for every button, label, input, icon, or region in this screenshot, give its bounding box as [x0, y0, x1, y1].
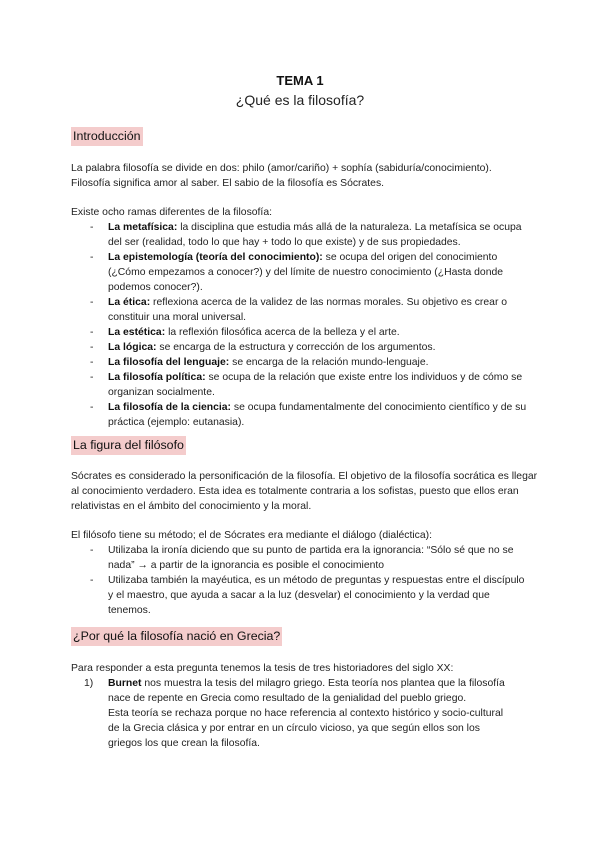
branch-text: se encarga de la relación mundo-lenguaje. [229, 357, 429, 368]
branch-term: La ética: [108, 297, 151, 308]
list-number: 1) [84, 678, 94, 689]
branches-intro: Existe ocho ramas diferentes de la filosofía: [71, 207, 272, 218]
branch-term: La filosofía del lenguaje: [108, 357, 230, 368]
dash-bullet: - [90, 372, 94, 383]
intro-line-2: Filosofía significa amor al saber. El sabio de la filosofía es Sócrates. [71, 178, 385, 189]
list-item [71, 676, 511, 751]
dash-bullet: - [90, 327, 94, 338]
historian-rejection: Esta teoría se rechaza porque no hace referencia al contexto histórico y socio-cultural de la Grecia clásica y por entrar en un círculo vicioso, ya que según ellos son los griegos los que crean la filosofía. [108, 708, 504, 749]
list-item [71, 573, 531, 618]
section-heading-intro: Introducción [71, 127, 143, 146]
branch-text: se ocupa de la relación que existe entre los individuos y de cómo se organizan socialmente. [108, 372, 523, 398]
dash-bullet: - [90, 545, 94, 556]
dash-bullet: - [90, 252, 94, 263]
dash-bullet: - [90, 357, 94, 368]
dash-bullet: - [90, 402, 94, 413]
dash-bullet: - [90, 297, 94, 308]
list-item [71, 220, 531, 250]
list-item [71, 340, 531, 355]
dash-bullet: - [90, 575, 94, 586]
intro-line-1: La palabra filosofía se divide en dos: philo (amor/cariño) + sophía (sabiduría/conocimiento). [71, 163, 492, 174]
greece-paragraph: Para responder a esta pregunta tenemos la tesis de tres historiadores del siglo XX: [71, 663, 454, 674]
list-item [71, 295, 531, 325]
branch-text: se encarga de la estructura y corrección de los argumentos. [156, 342, 436, 353]
dash-bullet: - [90, 222, 94, 233]
list-item [71, 370, 531, 400]
intro-paragraph [71, 161, 541, 191]
list-item [71, 400, 531, 430]
branch-text: la reflexión filosófica acerca de la belleza y el arte. [165, 327, 400, 338]
historians-list [71, 676, 511, 751]
branch-term: La estética: [108, 327, 166, 338]
dash-bullet: - [90, 342, 94, 353]
list-item [71, 543, 531, 573]
list-item [71, 355, 531, 370]
branch-term: La filosofía de la ciencia: [108, 402, 231, 413]
list-item [71, 325, 531, 340]
branch-text: reflexiona acerca de la validez de las normas morales. Su objetivo es crear o constituir una moral universal. [108, 297, 508, 323]
figure-paragraph-1: Sócrates es considerado la personificación de la filosofía. El objetivo de la filosofía socrática es llegar al conocimiento verdadero. Esta idea es totalmente contraria a los sofistas, puesto que ellos eran relativistas en el ámbito del conocimiento y la moral. [71, 471, 538, 512]
page-title: TEMA 1 [276, 73, 324, 88]
historian-name: Burnet [108, 678, 142, 689]
method-list [71, 543, 531, 618]
method-text: Utilizaba también la mayéutica, es un método de preguntas y respuestas entre el discípulo y el maestro, que ayuda a sacar a la luz (desvelar) el conocimiento y la verdad que tenemos. [108, 575, 525, 616]
branch-term: La epistemología (teoría del conocimiento): [108, 252, 323, 263]
branch-term: La lógica: [108, 342, 157, 353]
branch-term: La filosofía política: [108, 372, 206, 383]
figure-paragraph-2: El filósofo tiene su método; el de Sócrates era mediante el diálogo (dialéctica): [71, 530, 432, 541]
section-heading-greece: ¿Por qué la filosofía nació en Grecia? [71, 627, 282, 646]
branches-list [71, 220, 531, 430]
page-subtitle: ¿Qué es la filosofía? [235, 92, 365, 108]
method-text: Utilizaba la ironía diciendo que su punto de partida era la ignorancia: “Sólo sé que no se nada” → a partir de la ignorancia es posible el conocimiento [108, 545, 514, 571]
branch-text: se ocupa fundamentalmente del conocimiento científico y de su práctica (ejemplo: eutanasia). [108, 402, 527, 428]
branch-text: se ocupa del origen del conocimiento (¿Cómo empezamos a conocer?) y del límite de nuestro conocimiento (¿Hasta donde podemos conocer?). [108, 252, 504, 293]
section-heading-figure: La figura del filósofo [71, 436, 186, 455]
historian-text: nos muestra la tesis del milagro griego. Esta teoría nos plantea que la filosofía nace de repente en Grecia como resultado de la genialidad del pueblo griego. [108, 678, 505, 704]
branch-text: la disciplina que estudia más allá de la naturaleza. La metafísica se ocupa del ser (realidad, todo lo que hay + todo lo que existe) y de sus propiedades. [108, 222, 522, 248]
branch-term: La metafísica: [108, 222, 178, 233]
list-item [71, 250, 531, 295]
